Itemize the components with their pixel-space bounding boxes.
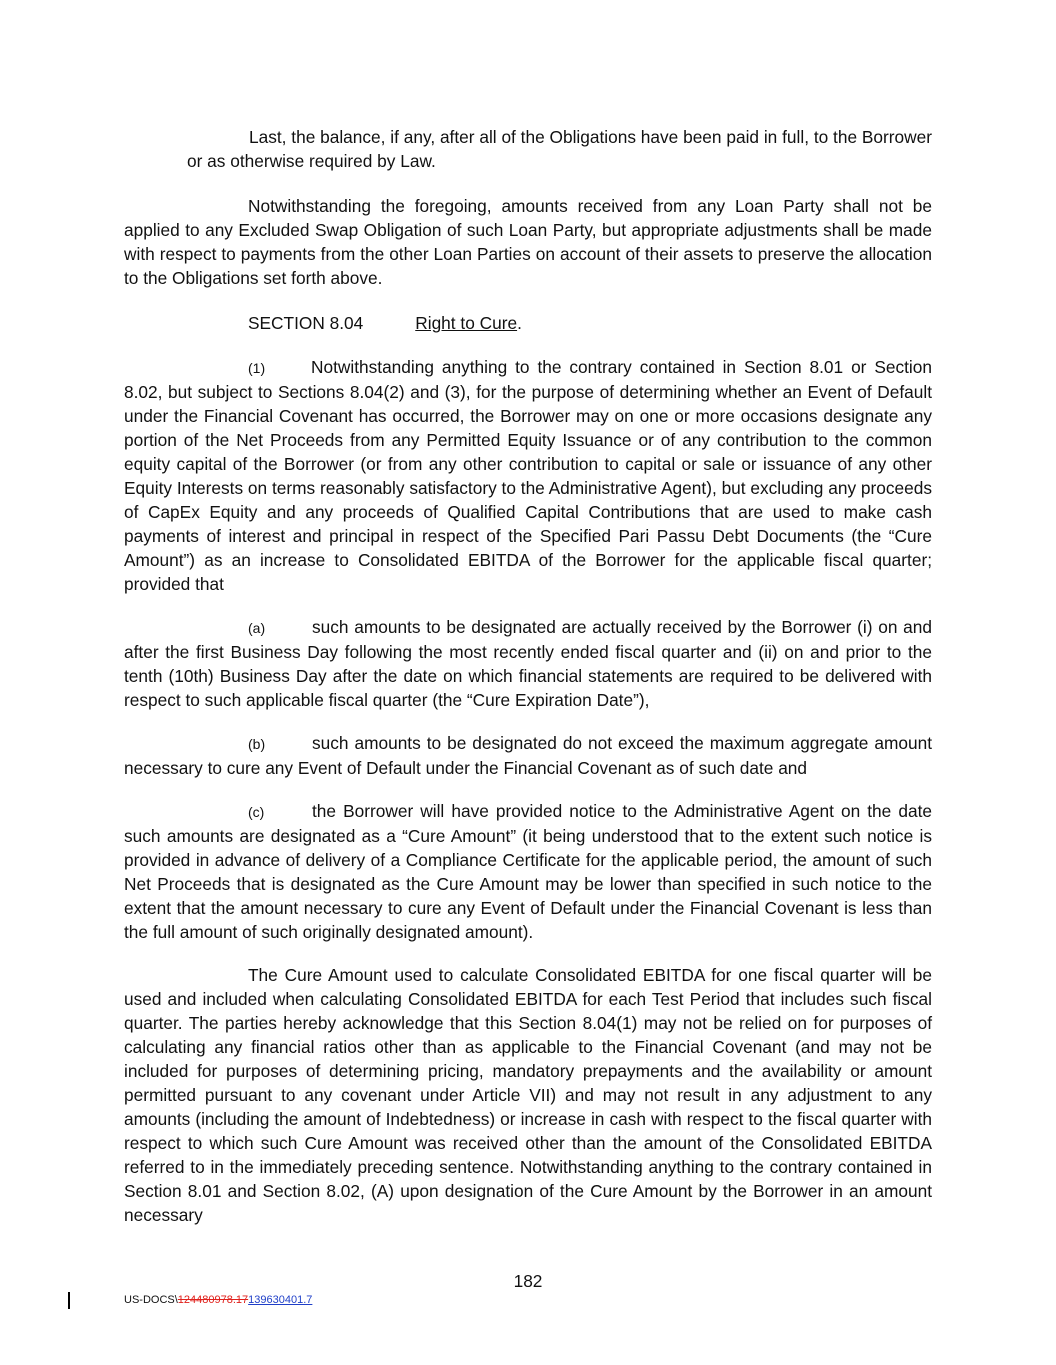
clause-1-text: Notwithstanding anything to the contrary contained in Section 8.01 or Section 8.02, but subject to Sections 8.04(2) and (3), for the purpose of determining whether an Event of Default under the Financial Covenant has occurred, the Borrower may on one or more occasions designate any portion of the Net Proceeds from any Permitted Equity Issuance or of any contribution to the common equity capital of the Borrower (or from any other contribution to capital or sale or issuance of any other Equity Interests on terms reasonably satisfactory to the Administrative Agent), but excluding any proceeds of CapEx Equity and any proceeds of Qualified Capital Contributions that are used to make cash payments of interest and principal in respect of the Specified Pari Passu Debt Documents (the “Cure Amount”) as an increase to Consolidated EBITDA of the Borrower for the applicable fiscal quarter; provided that	[124, 357, 932, 594]
clause-1	[124, 355, 932, 596]
docid-deleted: 124480978.17	[177, 1294, 249, 1306]
page-number: 182	[513, 1271, 543, 1291]
paragraph-cure-amount: The Cure Amount used to calculate Consolidated EBITDA for one fiscal quarter will be used and included when calculating Consolidated EBITDA for each Test Period that includes such fiscal quarter. The parties hereby acknowledge that this Section 8.04(1) may not be relied on for purposes of calculating any financial ratios other than as applicable to the Financial Covenant (and may not be included for purposes of determining pricing, mandatory prepayments and the availability or amount permitted pursuant to any covenant under Article VII) and may not result in any adjustment to any amounts (including the amount of Indebtedness) or increase in cash with respect to the fiscal quarter with respect to which such Cure Amount was received other than the amount of the Consolidated EBITDA referred to in the immediately preceding sentence. Notwithstanding anything to the contrary contained in Section 8.01 and Section 8.02, (A) upon designation of the Cure Amount by the Borrower in an amount necessary	[124, 965, 932, 1225]
docid-prefix: US-DOCS\	[124, 1294, 178, 1306]
clause-c-text: the Borrower will have provided notice to the Administrative Agent on the date such amounts are designated as a “Cure Amount” (it being understood that to the extent such notice is provided in advance of delivery of a Compliance Certificate for the applicable period, the amount of such Net Proceeds that is designated as the Cure Amount may be lower than specified in such notice to the extent that the amount necessary to cure any Event of Default under the Financial Covenant is less than the full amount of such originally designated amount).	[124, 801, 932, 942]
section-number: SECTION 8.04	[248, 313, 364, 333]
clause-marker-c: (c)	[248, 804, 265, 820]
section-title: Right to Cure	[415, 313, 518, 333]
clause-c	[124, 799, 932, 944]
paragraph-notwithstanding: Notwithstanding the foregoing, amounts received from any Loan Party shall not be applied to any Excluded Swap Obligation of such Loan Party, but appropriate adjustments shall be made with respect to payments from the other Loan Parties on account of their assets to preserve the allocation to the Obligations set forth above.	[124, 196, 932, 288]
clause-a	[124, 615, 932, 712]
clause-b-text: such amounts to be designated do not exceed the maximum aggregate amount necessary to cure any Event of Default under the Financial Covenant as of such date and	[124, 733, 932, 778]
section-heading	[248, 311, 522, 335]
section-title-period: .	[517, 313, 522, 333]
clause-marker-b: (b)	[248, 736, 266, 752]
clause-b	[124, 731, 932, 780]
docid-inserted: 139630401.7	[248, 1294, 313, 1306]
paragraph-last: Last, the balance, if any, after all of the Obligations have been paid in full, to the Borrower or as otherwise required by Law.	[187, 127, 932, 171]
document-id	[124, 1293, 312, 1307]
clause-marker-1: (1)	[248, 360, 266, 376]
clause-a-text: such amounts to be designated are actually received by the Borrower (i) on and after the first Business Day following the most recently ended fiscal quarter and (ii) on and prior to the tenth (10th) Business Day after the date on which financial statements are required to be delivered with respect to such applicable fiscal quarter (the “Cure Expiration Date”),	[124, 617, 932, 710]
clause-marker-a: (a)	[248, 620, 266, 636]
revision-change-bar	[68, 1292, 70, 1309]
